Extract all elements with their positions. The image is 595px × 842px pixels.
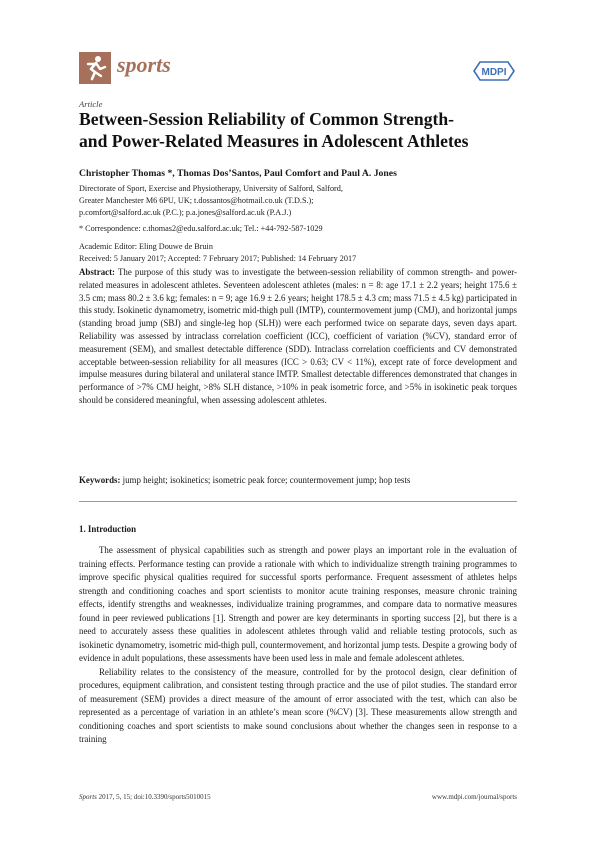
author-list: Christopher Thomas *, Thomas Dos’Santos, Paul Comfort and Paul A. Jones [79, 168, 397, 179]
affiliation-block [79, 183, 519, 218]
runner-icon [79, 52, 111, 84]
journal-name: sports [117, 52, 171, 77]
keywords-label: Keywords: [79, 475, 121, 485]
footer-citation [79, 793, 211, 801]
footer-url[interactable]: www.mdpi.com/journal/sports [431, 793, 517, 801]
publication-dates: Received: 5 January 2017; Accepted: 7 February 2017; Published: 14 February 2017 [79, 253, 357, 263]
keywords-text: jump height; isokinetics; isometric peak force; countermovement jump; hop tests [122, 475, 411, 485]
keywords [79, 474, 517, 487]
section-heading: 1. Introduction [79, 524, 137, 534]
abstract [79, 266, 517, 407]
footer-journal: Sports [79, 793, 97, 801]
paragraph: The assessment of physical capabilities such as strength and power plays an important role in the evaluation of training effects. Performance testing can provide a rationale with which to individualize strength training programmes to improve specific physical qualities required for successful sports performance. Frequent assessment of athletes helps strength and conditioning coaches and sport scientists to monitor acute training responses, measure chronic training effects, identify strengths and weaknesses, individualize training programmes, and compare data to normative measures found in peer reviewed publications [1]. Strength and power are key determinants in sporting success [2], but there is a need to accurately assess these qualities in adolescent athletes through valid and reliable testing protocols, such as isokinetic dynamometry, isometric mid-thigh pull, countermovement, and horizontal jump tests. Despite a growing body of evidence in adult populations, these assessments have been used less in male and female adolescent athletes. [79, 545, 517, 663]
article-title [79, 108, 519, 152]
abstract-label: Abstract: [79, 267, 115, 277]
mdpi-logo-text: MDPI [481, 67, 507, 78]
publication-info [79, 241, 519, 265]
correspondence: * Correspondence: c.thomas2@edu.salford.ac.uk; Tel.: +44-792-587-1029 [79, 224, 323, 233]
mdpi-logo [472, 58, 516, 84]
academic-editor: Academic Editor: Eling Douwe de Bruin [79, 242, 213, 251]
affiliation-line: p.comfort@salford.ac.uk (P.C.); p.a.jones@salford.ac.uk (P.A.J.) [79, 207, 292, 217]
article-type: Article [79, 99, 103, 109]
footer-doi: 2017, 5, 15; doi:10.3390/sports5010015 [96, 793, 211, 801]
abstract-text: The purpose of this study was to investigate the between-session reliability of common strength- and power-related measures in adolescent athletes. Seventeen adolescent athletes (males: n = 8: age 17.1 ± 2.2 years; height 175.6 ± 3.5 cm; mass 80.2 ± 3.6 kg; females: n = 9; age 16.9 ± 2.6 years; height 178.5 ± 4.3 cm; mass 71.5 ± 4.5 kg) participated in this study. Isokinetic dynamometry, isometric mid-thigh pull (IMTP), countermovement jump (CMJ), and horizontal jumps (standing broad jump (SBJ) and single-leg hop (SLH)) were each performed twice on separate days, seven days apart. Reliability was assessed by intraclass correlation coefficient (ICC), coefficient of variation (%CV), standard error of measurement (SEM), and smallest detectable difference (SDD). Intraclass correlation coefficients and CV demonstrated acceptable between-session reliability for all measures (ICC > 0.63; CV < 11%), except rate of force development and impulse measures during bilateral and unilateral stance IMTP. Smallest detectable differences demonstrated that changes in performance of >7% CMJ height, >8% SLH distance, >10% in peak isometric force, and >5% in isokinetic peak torques should be considered meaningful, when assessing adolescent athletes. [79, 267, 518, 405]
journal-logo [79, 52, 111, 84]
introduction-body [79, 544, 517, 747]
paragraph: Reliability relates to the consistency of the measure, controlled for by the protocol design, clear definition of procedures, equipment calibration, and consistent testing through practice and the use of pilot studies. The standard error of measurement (SEM) provides a direct measure of the amount of error associated with the test, which can also be represented as a percentage of variation in an athlete’s mean score (%CV) [3]. These measurements allow strength and conditioning coaches and sport scientists to make sound conclusions about whether the changes seen in response to a training [79, 666, 517, 744]
affiliation-line: Directorate of Sport, Exercise and Physiotherapy, University of Salford, Salford, [79, 184, 343, 193]
divider [79, 501, 517, 502]
title-line: Between-Session Reliability of Common Strength- [79, 109, 454, 129]
affiliation-line: Greater Manchester M6 6PU, UK; t.dossantos@hotmail.co.uk (T.D.S.); [79, 195, 314, 205]
title-line: and Power-Related Measures in Adolescent Athletes [79, 131, 469, 151]
